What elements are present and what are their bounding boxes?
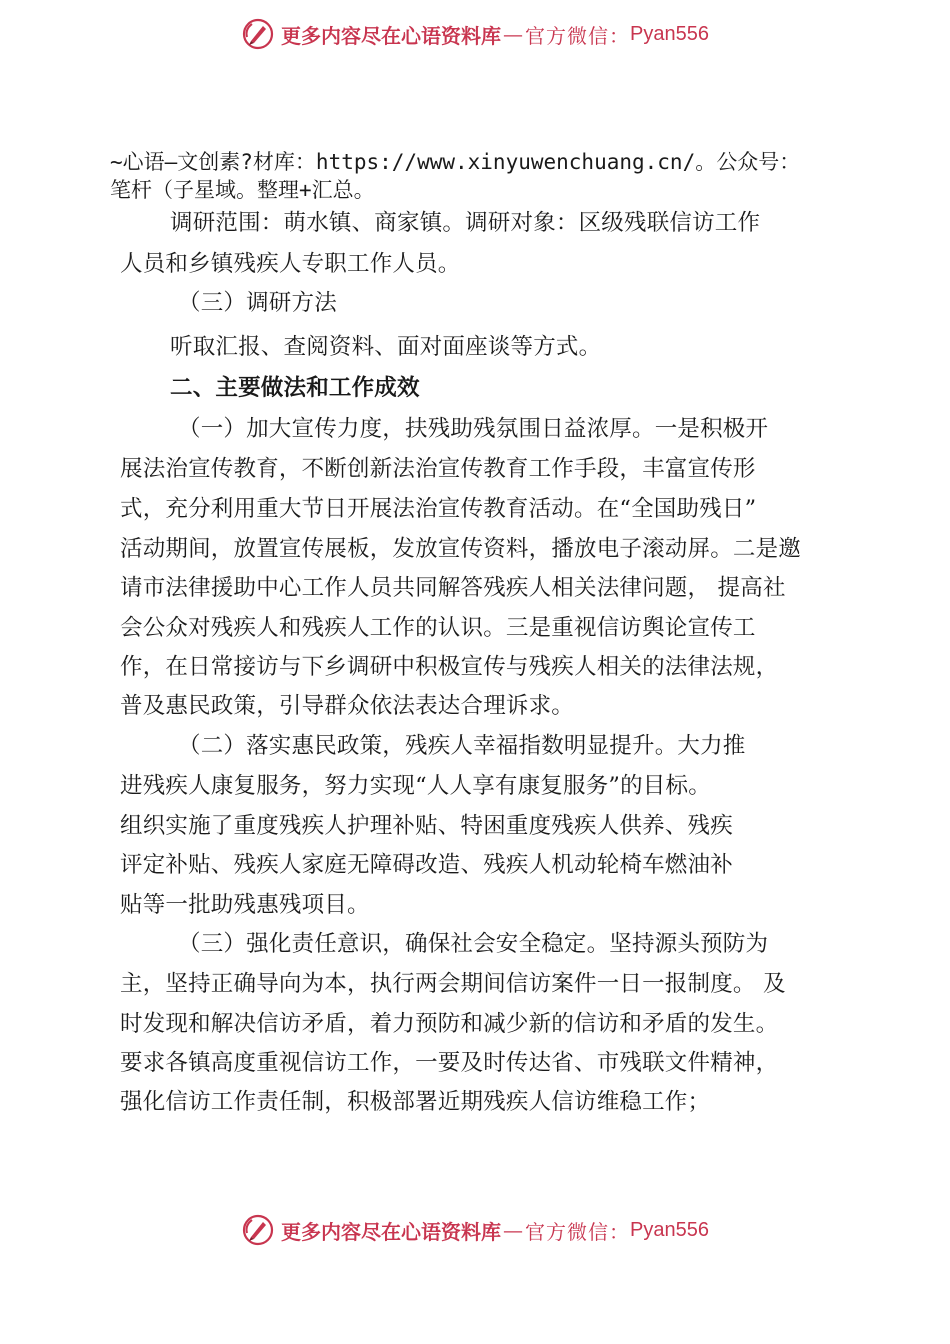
pen-logo-icon [241, 1213, 275, 1247]
p1-line-3: 式，充分利用重大节日开展法治宣传教育活动。在“全国助残日” [120, 496, 757, 522]
watermark-brand: 更多内容尽在心语资料库 [281, 23, 502, 48]
p1-line-4: 活动期间，放置宣传展板，发放宣传资料，播放电子滚动屏。二是邀 [120, 536, 802, 562]
p3-line-2: 主，坚持正确导向为本，执行两会期间信访案件一日一报制度。 及 [120, 971, 786, 997]
p2-line-3: 组织实施了重度残疾人护理补贴、特困重度残疾人供养、残疾 [120, 813, 733, 839]
watermark-dash: — [503, 22, 524, 46]
source-line-1: ~心语—文创素?材库：https://www.xinyuwenchuang.cn/。公众号： [110, 150, 801, 174]
watermark-header [0, 14, 950, 54]
source-line-2: 笔杆（子星域。整理+汇总。 [110, 178, 375, 202]
p1-line-1: （一）加大宣传力度，扶残助残氛围日益浓厚。一是积极开 [178, 416, 769, 442]
p1-line-2: 展法治宣传教育，不断创新法治宣传教育工作手段，丰富宣传形 [120, 456, 756, 482]
method-heading: （三）调研方法 [178, 290, 337, 316]
p1-line-6: 会公众对残疾人和残疾人工作的认识。三是重视信访舆论宣传工 [120, 615, 756, 641]
p1-line-7: 作，在日常接访与下乡调研中积极宣传与残疾人相关的法律法规， [120, 654, 779, 680]
scope-line-2: 人员和乡镇残疾人专职工作人员。 [120, 251, 461, 277]
watermark-footer [0, 1210, 950, 1250]
watermark-wechat-id: Pyan556 [630, 1218, 709, 1241]
watermark-brand: 更多内容尽在心语资料库 [281, 1219, 502, 1244]
watermark-label: 官方微信： [525, 1219, 631, 1244]
p3-line-3: 时发现和解决信访矛盾，着力预防和减少新的信访和矛盾的发生。 [120, 1011, 779, 1037]
p2-line-1: （二）落实惠民政策，残疾人幸福指数明显提升。大力推 [178, 733, 746, 759]
watermark-wechat-id: Pyan556 [630, 22, 709, 45]
scope-line-1: 调研范围：萌水镇、商家镇。调研对象：区级残联信访工作 [170, 210, 761, 236]
section2-heading: 二、主要做法和工作成效 [170, 375, 420, 401]
method-text: 听取汇报、查阅资料、面对面座谈等方式。 [170, 334, 602, 360]
pen-logo-icon [241, 17, 275, 51]
p3-line-5: 强化信访工作责任制，积极部署近期残疾人信访维稳工作； [120, 1089, 711, 1115]
p2-line-5: 贴等一批助残惠残项目。 [120, 892, 370, 918]
p1-line-8: 普及惠民政策，引导群众依法表达合理诉求。 [120, 693, 575, 719]
p2-line-4: 评定补贴、残疾人家庭无障碍改造、残疾人机动轮椅车燃油补 [120, 852, 733, 878]
watermark-label: 官方微信： [525, 23, 631, 48]
p1-line-5: 请市法律援助中心工作人员共同解答残疾人相关法律问题， 提高社 [120, 575, 786, 601]
p2-line-2: 进残疾人康复服务，努力实现“人人享有康复服务”的目标。 [120, 773, 711, 799]
watermark-dash: — [503, 1218, 524, 1242]
p3-line-1: （三）强化责任意识，确保社会安全稳定。坚持源头预防为 [178, 931, 769, 957]
p3-line-4: 要求各镇高度重视信访工作，一要及时传达省、市残联文件精神， [120, 1050, 779, 1076]
